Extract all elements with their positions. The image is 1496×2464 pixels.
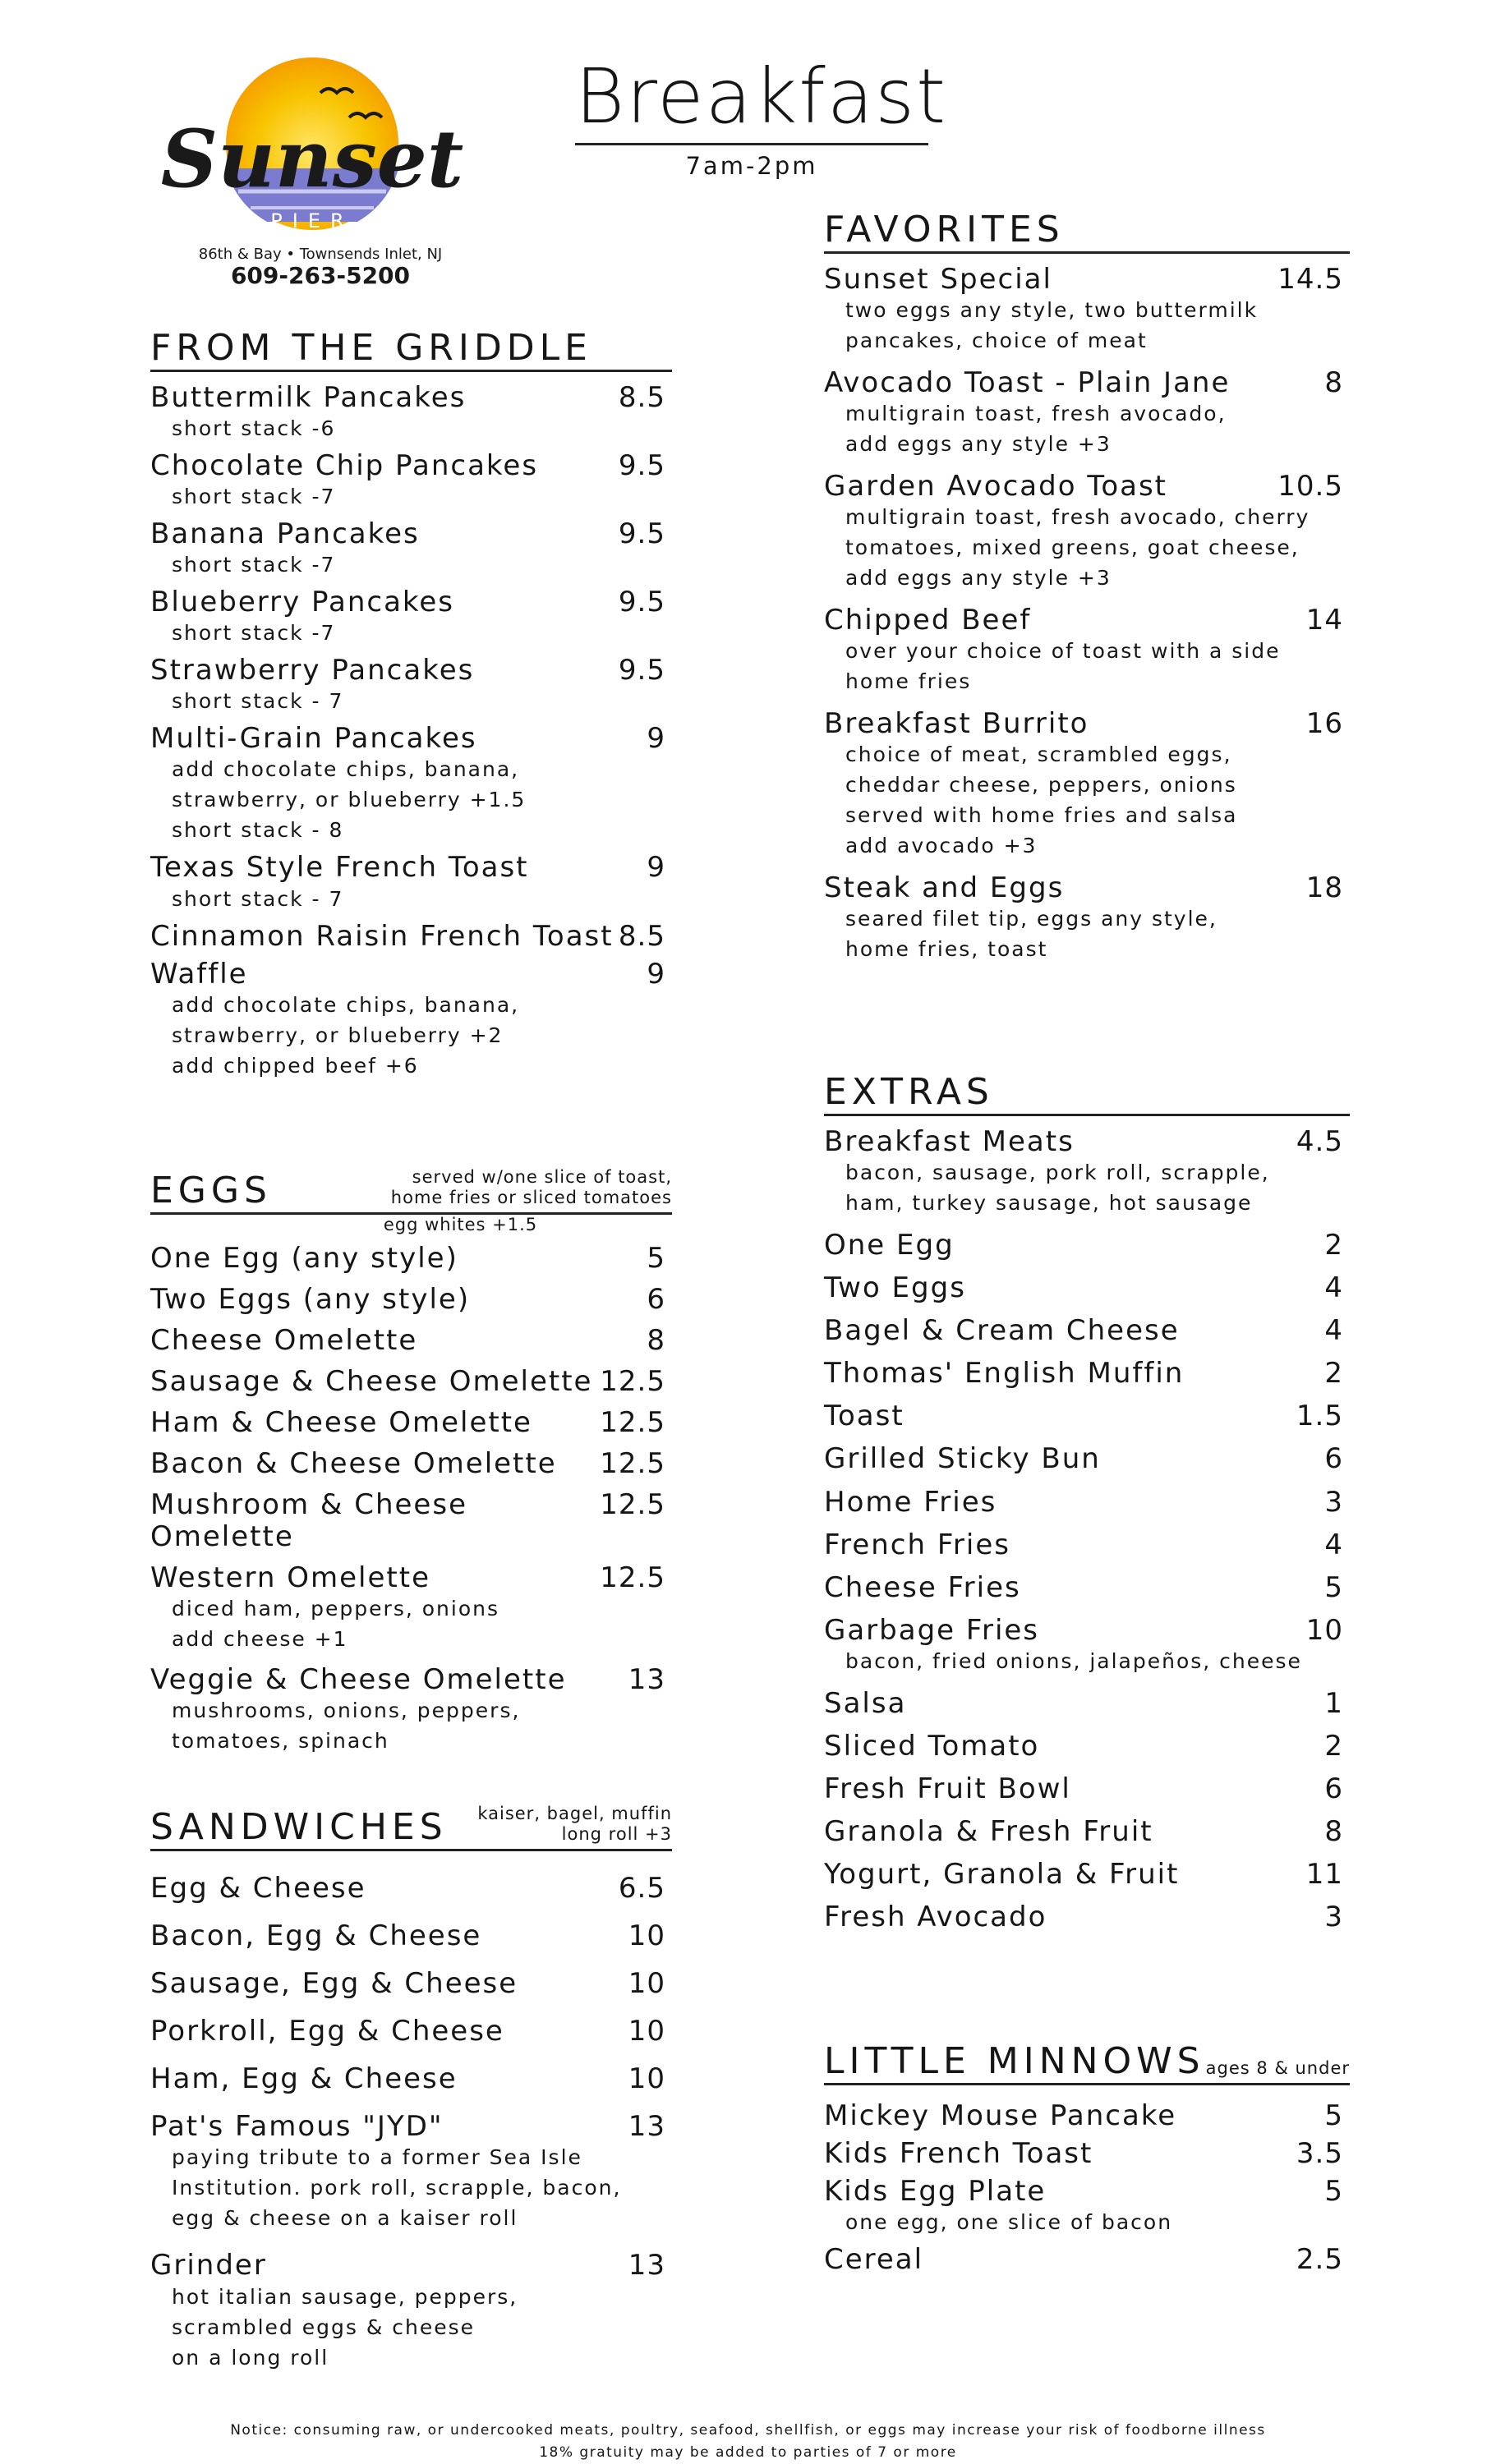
menu-item [824,1773,1350,1804]
menu-item-row [824,1315,1350,1346]
menu-item [824,264,1350,356]
menu-item-name: Home Fries [824,1485,997,1519]
menu-item-name: Buttermilk Pancakes [150,381,467,414]
menu-item-row [150,1366,672,1397]
section-note: kaiser, bagel, muffin long roll +3 [477,1803,672,1845]
menu-item-description: short stack -7 [172,553,336,577]
menu-item [824,872,1350,964]
menu-item-price: 10 [628,1967,665,2001]
menu-item-row [824,1358,1350,1389]
menu-item [150,586,672,648]
logo-address: 86th & Bay • Townsends Inlet, NJ [198,246,443,263]
menu-item-price: 6 [1324,1772,1343,1806]
menu-item [150,1968,672,1999]
menu-item-row [150,518,672,549]
section-favorites [824,204,1350,964]
menu-item-price: 2 [1324,1357,1343,1391]
menu-item-price: 1 [1324,1686,1343,1720]
menu-item [150,958,672,1081]
menu-item-row [824,1773,1350,1804]
menu-item [150,2250,672,2372]
menu-item-row [150,1968,672,1999]
menu-item-description: add chocolate chips, banana, strawberry, or blueberry +2 add chipped beef +6 [172,992,520,1078]
menu-item-row [150,1562,672,1593]
menu-item-name: Granola & Fresh Fruit [824,1815,1153,1849]
menu-item-row [150,723,672,754]
menu-item-row [824,605,1350,636]
menu-item-price: 14 [1305,604,1343,637]
menu-item-price: 13 [628,2110,665,2144]
menu-item-name: French Fries [824,1528,1010,1561]
item-list [150,1234,672,1756]
section-eggs [150,1165,672,1756]
section-extras [824,1066,1350,1933]
menu-item-name: Garden Avocado Toast [824,470,1168,503]
section-header [824,204,1350,254]
menu-item-description: short stack -7 [172,621,336,646]
menu-item-row [824,1272,1350,1303]
menu-item-price: 10.5 [1277,470,1343,503]
menu-item-name: Breakfast Burrito [824,707,1089,741]
menu-item-row [824,2176,1350,2207]
menu-item-row [150,1489,672,1551]
menu-item [150,2063,672,2094]
menu-item [150,723,672,845]
menu-item-row [150,852,672,883]
menu-item-name: One Egg (any style) [150,1242,458,1275]
menu-item [824,1731,1350,1762]
menu-item [150,382,672,444]
menu-item-name: Cheese Fries [824,1570,1021,1604]
menu-item-name: Chocolate Chip Pancakes [150,449,539,483]
menu-item-price: 6 [647,1283,665,1317]
menu-item-name: Blueberry Pancakes [150,586,455,619]
menu-item-price: 8.5 [618,919,665,953]
menu-item-name: Bacon & Cheese Omelette [150,1447,557,1481]
menu-item-row [150,655,672,686]
menu-item-price: 13 [628,1662,665,1696]
menu-item-row [824,1487,1350,1518]
menu-item-row [150,1873,672,1904]
menu-item-name: Sausage & Cheese Omelette [150,1365,593,1399]
menu-item [824,605,1350,696]
menu-item-price: 2 [1324,1729,1343,1763]
menu-item-row [150,2016,672,2047]
menu-item-name: Chipped Beef [824,604,1032,637]
menu-item [824,708,1350,861]
foodborne-notice: Notice: consuming raw, or undercooked meats, poultry, seafood, shellfish, or eggs may increase your risk of foodborne illness [230,2422,1266,2439]
menu-item-price: 9.5 [618,517,665,551]
menu-item [150,2016,672,2047]
menu-item-row [824,1443,1350,1474]
section-header [150,1165,672,1215]
menu-item-name: Waffle [150,957,248,991]
menu-item [824,471,1350,593]
menu-item-name: Bacon, Egg & Cheese [150,1919,482,1953]
menu-item-name: Garbage Fries [824,1613,1040,1647]
menu-item-name: Cinnamon Raisin French Toast [150,919,614,953]
menu-footer [0,2420,1496,2464]
menu-item-row [824,2244,1350,2275]
menu-item-row [824,1816,1350,1847]
menu-item-price: 12.5 [600,1488,665,1522]
menu-item-description: multigrain toast, fresh avocado, add eggs any style +3 [845,402,1227,457]
menu-item-price: 3 [1324,1485,1343,1519]
menu-item-price: 8 [1324,366,1343,400]
menu-item-price: 9.5 [618,449,665,483]
menu-item-price: 9 [647,851,665,885]
menu-item [824,1529,1350,1561]
section-title: FAVORITES [824,209,1065,251]
menu-item-description: add chocolate chips, banana, strawberry, or blueberry +1.5 short stack - 8 [172,757,527,843]
menu-item-price: 10 [628,2062,665,2096]
menu-item-description: mushrooms, onions, peppers, tomatoes, spinach [172,1698,521,1753]
menu-item [150,921,672,952]
menu-item-row [824,264,1350,295]
gratuity-notice: 18% gratuity may be added to parties of 7 or more [539,2444,957,2462]
menu-item-name: Texas Style French Toast [150,851,529,885]
menu-item-name: Cheese Omelette [150,1324,418,1358]
menu-item-name: Mickey Mouse Pancake [824,2099,1177,2132]
section-header [824,1066,1350,1116]
menu-item-name: Avocado Toast - Plain Jane [824,366,1231,400]
menu-item-row [150,2111,672,2142]
menu-item-row [824,1859,1350,1890]
menu-item-price: 8 [1324,1815,1343,1849]
menu-item-description: bacon, sausage, pork roll, scrapple, ham, turkey sausage, hot sausage [845,1161,1270,1216]
menu-item [150,1407,672,1438]
menu-item-row [150,1448,672,1479]
menu-item [150,1366,672,1397]
menu-item-name: Western Omelette [150,1561,430,1594]
section-title: EXTRAS [824,1071,994,1113]
menu-item [824,1572,1350,1603]
menu-item-price: 10 [628,2015,665,2048]
menu-item-row [824,471,1350,502]
menu-item-name: Two Eggs [824,1271,966,1305]
menu-item-price: 6.5 [618,1872,665,1905]
menu-item-name: Kids Egg Plate [824,2175,1047,2209]
logo-sub: PIER [270,209,354,232]
menu-item-row [150,1407,672,1438]
menu-item-name: Sliced Tomato [824,1729,1040,1763]
section-little-minnows [824,2035,1350,2275]
section-note: served w/one slice of toast, home fries or sliced tomatoes [390,1166,672,1208]
menu-item-name: Porkroll, Egg & Cheese [150,2015,504,2048]
menu-item-price: 16 [1305,707,1343,741]
menu-item [824,1688,1350,1719]
logo-brand: Sunset [160,113,464,205]
menu-item-price: 13 [628,2249,665,2282]
menu-item-row [824,1572,1350,1603]
menu-item-row [150,1284,672,1315]
menu-item-name: Ham, Egg & Cheese [150,2062,458,2096]
menu-item-row [824,872,1350,903]
menu-item [824,1816,1350,1847]
section-note: ages 8 & under [1205,2058,1350,2079]
menu-item-row [150,586,672,618]
menu-item-price: 6 [1324,1442,1343,1476]
menu-item [824,1126,1350,1218]
menu-item-row [824,708,1350,739]
menu-item [824,367,1350,459]
menu-item [824,1615,1350,1676]
menu-item-description: paying tribute to a former Sea Isle Institution. pork roll, scrapple, bacon, egg & cheese on a kaiser roll [172,2145,622,2231]
section-sandwiches [150,1801,672,2373]
menu-item-name: Yogurt, Granola & Fruit [824,1858,1180,1892]
menu-item [150,1562,672,1654]
menu-item-name: Strawberry Pancakes [150,654,475,687]
menu-item-row [150,1325,672,1356]
section-griddle [150,322,672,1081]
menu-item-price: 14.5 [1277,263,1343,296]
menu-item-price: 4 [1324,1314,1343,1348]
menu-item-description: over your choice of toast with a side home fries [845,639,1281,694]
menu-item-description: bacon, fried onions, jalapeños, cheese [845,1648,1302,1673]
menu-item-name: Grinder [150,2249,267,2282]
menu-hours: 7am-2pm [685,152,818,180]
menu-item-price: 18 [1305,871,1343,905]
menu-item-price: 10 [1305,1613,1343,1647]
menu-item-name: Sausage, Egg & Cheese [150,1967,518,2001]
menu-item-row [824,2100,1350,2131]
item-list [824,254,1350,964]
menu-item-name: Veggie & Cheese Omelette [150,1662,567,1696]
menu-item-price: 2.5 [1296,2243,1343,2277]
menu-item [824,1443,1350,1474]
menu-item [150,1873,672,1904]
menu-item [150,1920,672,1951]
menu-item-description: seared filet tip, eggs any style, home fries, toast [845,907,1218,962]
menu-item-price: 8 [647,1324,665,1358]
section-title: LITTLE MINNOWS [824,2040,1205,2082]
menu-item-price: 5 [1324,2175,1343,2209]
menu-item-price: 10 [628,1919,665,1953]
menu-item-name: Toast [824,1400,905,1433]
menu-item [824,2176,1350,2237]
menu-item-name: Fresh Avocado [824,1901,1047,1934]
menu-item-row [150,450,672,481]
menu-item-price: 3.5 [1296,2137,1343,2171]
menu-item-description: choice of meat, scrambled eggs, cheddar cheese, peppers, onions served with home fries and salsa add avocado +3 [845,742,1238,858]
menu-item-name: Steak and Eggs [824,871,1065,905]
menu-item [150,1243,672,1274]
menu-item-price: 4 [1324,1271,1343,1305]
menu-item [150,1284,672,1315]
menu-item-price: 8.5 [618,381,665,414]
menu-item-price: 9 [647,722,665,756]
menu-item-name: Pat's Famous "JYD" [150,2110,444,2144]
menu-item-row [150,921,672,952]
menu-item-row [150,382,672,413]
menu-item [824,1315,1350,1346]
menu-item-name: Salsa [824,1686,907,1720]
menu-item-row [824,1400,1350,1432]
logo-phone: 609-263-5200 [230,262,411,289]
menu-item-price: 9 [647,957,665,991]
menu-item [824,1487,1350,1518]
section-title: EGGS [150,1170,272,1211]
menu-item-price: 5 [647,1242,665,1275]
menu-item-name: Sunset Special [824,263,1052,296]
menu-item-price: 9.5 [618,586,665,619]
menu-item-name: Banana Pancakes [150,517,420,551]
menu-item [824,1901,1350,1933]
menu-item-name: Cereal [824,2243,924,2277]
menu-item-description: short stack - 7 [172,886,344,911]
menu-item-name: Fresh Fruit Bowl [824,1772,1071,1806]
menu-item [150,2111,672,2233]
menu-item-price: 12.5 [600,1406,665,1440]
menu-item-name: Breakfast Meats [824,1125,1075,1158]
menu-item-row [824,1615,1350,1646]
menu-item-name: Multi-Grain Pancakes [150,722,477,756]
section-header [150,1801,672,1851]
menu-item-name: Mushroom & Cheese Omelette [150,1488,467,1553]
menu-item [824,1400,1350,1432]
menu-item-name: Kids French Toast [824,2137,1093,2171]
menu-item-description: one egg, one slice of bacon [845,2210,1173,2235]
menu-item [824,1358,1350,1389]
menu-item [150,1325,672,1356]
item-list [824,1116,1350,1933]
menu-title: Breakfast [575,59,928,145]
menu-item-description: hot italian sausage, peppers, scrambled eggs & cheese on a long roll [172,2284,518,2370]
section-header [150,322,672,372]
menu-item [150,518,672,580]
menu-item [150,450,672,512]
menu-item-price: 12.5 [600,1447,665,1481]
menu-item-name: Egg & Cheese [150,1872,366,1905]
section-header [824,2035,1350,2085]
menu-item [150,1448,672,1479]
menu-item-name: Bagel & Cream Cheese [824,1314,1180,1348]
menu-item-row [150,2063,672,2094]
menu-item [824,1230,1350,1261]
menu-item-description: short stack - 7 [172,689,344,714]
menu-item-row [824,1529,1350,1561]
menu-item-description: multigrain toast, fresh avocado, cherry tomatoes, mixed greens, goat cheese, add eggs any style +3 [845,505,1310,591]
section-title: FROM THE GRIDDLE [150,327,592,369]
menu-item-name: Thomas' English Muffin [824,1357,1185,1391]
menu-item-description: short stack -7 [172,485,336,509]
menu-item-row [150,1664,672,1695]
menu-item-row [150,2250,672,2281]
menu-item-price: 1.5 [1296,1400,1343,1433]
menu-item-price: 4.5 [1296,1125,1343,1158]
menu-item-row [150,1243,672,1274]
menu-item-description: short stack -6 [172,416,336,441]
menu-item-name: Two Eggs (any style) [150,1283,471,1317]
menu-item-row [824,1731,1350,1762]
menu-item-row [824,1688,1350,1719]
menu-item [824,2244,1350,2275]
menu-item-description: diced ham, peppers, onions add cheese +1 [172,1596,499,1651]
egg-whites-note: egg whites +1.5 [383,1215,538,1234]
menu-item [824,2100,1350,2131]
menu-item-price: 11 [1305,1858,1343,1892]
item-list [150,1851,672,2373]
menu-item-price: 5 [1324,1570,1343,1604]
item-list [150,372,672,1081]
menu-item-price: 12.5 [600,1561,665,1594]
menu-item [824,2138,1350,2169]
menu-item-description: two eggs any style, two buttermilk pancakes, choice of meat [845,298,1259,353]
menu-item-price: 12.5 [600,1365,665,1399]
menu-item-name: Ham & Cheese Omelette [150,1406,532,1440]
menu-item-price: 4 [1324,1528,1343,1561]
menu-item [150,1489,672,1551]
menu-item-row [150,958,672,990]
menu-item-price: 9.5 [618,654,665,687]
menu-item [150,655,672,716]
menu-item-name: Grilled Sticky Bun [824,1442,1101,1476]
menu-item [824,1272,1350,1303]
menu-item-price: 3 [1324,1901,1343,1934]
menu-item [824,1859,1350,1890]
menu-item-row [824,2138,1350,2169]
section-title: SANDWICHES [150,1806,448,1848]
menu-item-price: 5 [1324,2099,1343,2132]
menu-item-row [824,1901,1350,1933]
sunset-pier-logo [148,45,476,292]
menu-item-name: One Egg [824,1229,955,1262]
menu-item-row [824,1230,1350,1261]
item-list [824,2085,1350,2275]
menu-item-row [150,1920,672,1951]
menu-item-price: 2 [1324,1229,1343,1262]
menu-item-row [824,367,1350,398]
menu-header [575,53,948,180]
menu-item-row [824,1126,1350,1157]
menu-item [150,852,672,913]
menu-item [150,1664,672,1756]
